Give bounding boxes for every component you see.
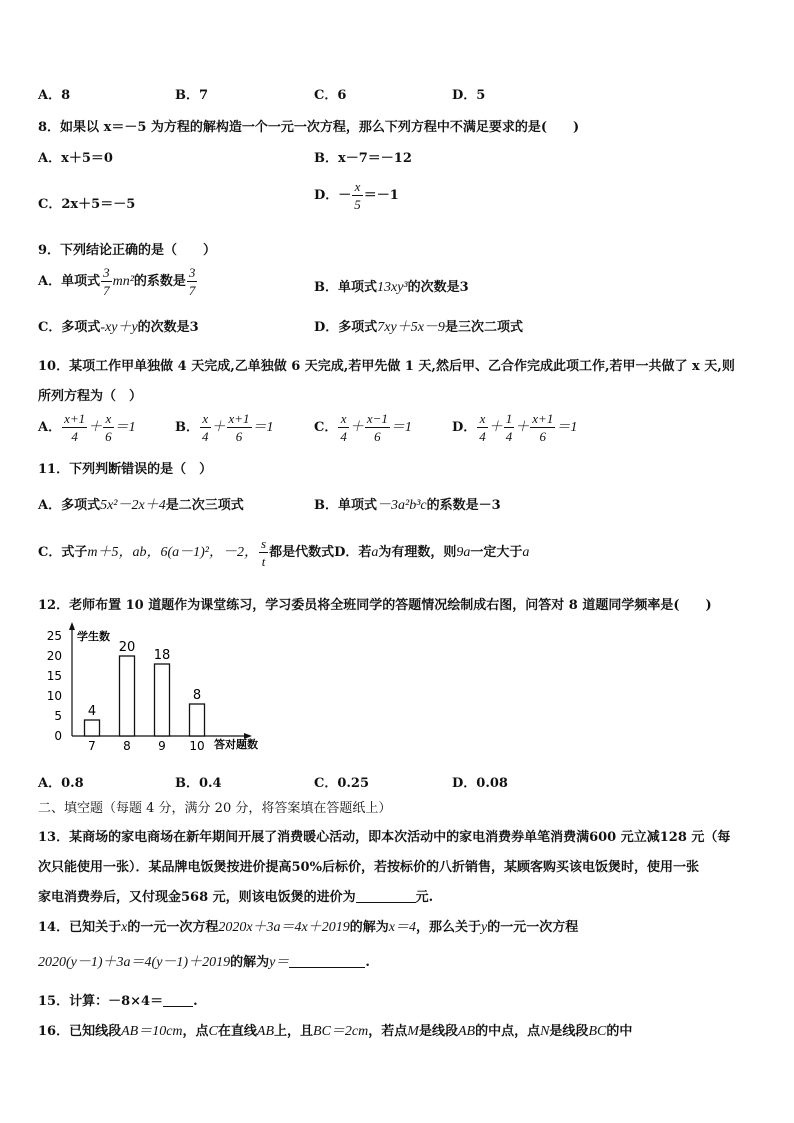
- q16-line1: 16．已知线段AB＝10cm，点C在直线AB上，且BC＝2cm，若点M是线段AB的中点，点N是线段BC的中: [38, 1024, 633, 1039]
- q9-option-a: A．单项式 $\frac{3}{7}$ mn²的系数是 $\frac{3}{7}$: [38, 265, 196, 298]
- q9-stem: 9．下列结论正确的是（ ）: [38, 243, 217, 258]
- y-tick-label: 0: [54, 729, 62, 743]
- q12-option-a: A．0.8: [38, 776, 84, 791]
- x-tick-label: 8: [123, 739, 131, 753]
- q9-option-d: D．多项式7xy＋5x－9是三次二项式: [314, 320, 523, 335]
- q11-stem: 11．下列判断错误的是（ ）: [38, 462, 213, 477]
- q8-option-b: B．x－7＝－12: [314, 151, 412, 166]
- q15: 15．计算：－8×4＝ .: [38, 994, 198, 1009]
- q12-stem: 12．老师布置 10 道题作为课堂练习，学习委员将全班同学的答题情况绘制成右图，问答对 8 道题同学频率是( ): [38, 598, 712, 613]
- q10-option-d: D． $\frac{x}{4}$ ＋ $\frac{1}{4}$ ＋ $\frac{x+1}{6}$ ＝1: [452, 411, 578, 444]
- q7-option-a: A．8: [38, 88, 71, 103]
- q14-line2: 2020(y－1)＋3a＝4(y－1)＋2019的解为y＝ .: [38, 955, 370, 970]
- bar-9: [155, 664, 170, 736]
- q10-option-b: B． $\frac{x}{4}$ ＋ $\frac{x+1}{6}$ ＝1: [175, 411, 274, 444]
- q9-option-b: B．单项式13xy³的次数是3: [314, 280, 469, 295]
- chart-plot-area: [47, 622, 258, 753]
- y-tick-label: 20: [46, 649, 62, 663]
- y-tick-label: 5: [54, 709, 62, 723]
- q13-line3: 家电消费券后，又付现金568 元，则该电饭煲的进价为 元.: [38, 890, 434, 905]
- x-tick-label: 7: [88, 739, 96, 753]
- data-label: 4: [87, 704, 97, 719]
- q8-option-a: A．x＋5＝0: [38, 151, 113, 166]
- q15-answer-blank[interactable]: [163, 994, 193, 1007]
- q10-stem-line2: 所列方程为（ ）: [38, 389, 143, 404]
- x-tick-label: 9: [158, 739, 166, 753]
- data-label: 18: [153, 648, 171, 663]
- q8-option-d: D．－ $\frac{x}{5}$ ＝－1: [314, 179, 399, 212]
- bar-7: [85, 720, 100, 736]
- y-tick-label: 25: [46, 629, 62, 643]
- x-tick-label: 10: [189, 739, 205, 753]
- data-label: 20: [118, 640, 136, 655]
- q13-line2: 次只能使用一张）．某品牌电饭煲按进价提高50%后标价，若按标价的八折销售，某顾客购买该电饭煲时，使用一张: [38, 860, 699, 875]
- q7-option-b: B．7: [175, 88, 209, 103]
- x-axis-label: 答对题数: [214, 738, 258, 751]
- q10-stem-line1: 10．某项工作甲单独做 4 天完成,乙单独做 6 天完成,若甲先做 1 天,然后甲、乙合作完成此项工作,若甲一共做了 x 天,则: [38, 359, 735, 374]
- q12-option-b: B．0.4: [175, 776, 222, 791]
- q8-option-c: C．2x＋5＝－5: [38, 197, 136, 212]
- y-tick-label: 15: [46, 669, 62, 683]
- q7-option-d: D．5: [452, 88, 486, 103]
- y-axis-arrow: [69, 622, 75, 630]
- q10-option-a: A． $\frac{x+1}{4}$ ＋ $\frac{x}{6}$ ＝1: [38, 411, 136, 444]
- q12-bar-chart: [38, 618, 278, 758]
- bar-8: [120, 656, 135, 736]
- q12-option-c: C．0.25: [314, 776, 370, 791]
- bar-10: [190, 704, 205, 736]
- q7-option-c: C．6: [314, 88, 347, 103]
- data-label: 8: [192, 688, 202, 703]
- q11-option-cd: C．式子m＋5，ab，6(a－1)²，－2， $\frac{s}{t}$ 都是代数式D．若a为有理数，则9a一定大于a: [38, 536, 530, 569]
- q8-stem: 8．如果以 x＝－5 为方程的解构造一个一元一次方程，那么下列方程中不满足要求的是( ): [38, 120, 580, 135]
- q9-option-c: C．多项式-xy＋y的次数是3: [38, 320, 199, 335]
- q12-option-d: D．0.08: [452, 776, 508, 791]
- q10-option-c: C． $\frac{x}{4}$ ＋ $\frac{x-1}{6}$ ＝1: [314, 411, 412, 444]
- section-heading: 二、填空题（每题 4 分，满分 20 分，将答案填在答题纸上）: [38, 801, 392, 816]
- y-tick-label: 10: [46, 689, 62, 703]
- q11-option-b: B．单项式－3a²b³c的系数是－3: [314, 498, 501, 513]
- q13-line1: 13．某商场的家电商场在新年期间开展了消费暖心活动，即本次活动中的家电消费券单笔消费满600 元立减128 元（每: [38, 830, 731, 845]
- q14-line1: 14．已知关于x的一元一次方程2020x＋3a＝4x＋2019的解为x＝4，那么关于y的一元一次方程: [38, 920, 579, 935]
- q13-answer-blank[interactable]: [356, 890, 416, 903]
- y-axis-label: 学生数: [77, 630, 110, 643]
- q14-answer-blank[interactable]: [289, 955, 365, 968]
- q11-option-a: A．多项式5x²－2x＋4是二次三项式: [38, 498, 244, 513]
